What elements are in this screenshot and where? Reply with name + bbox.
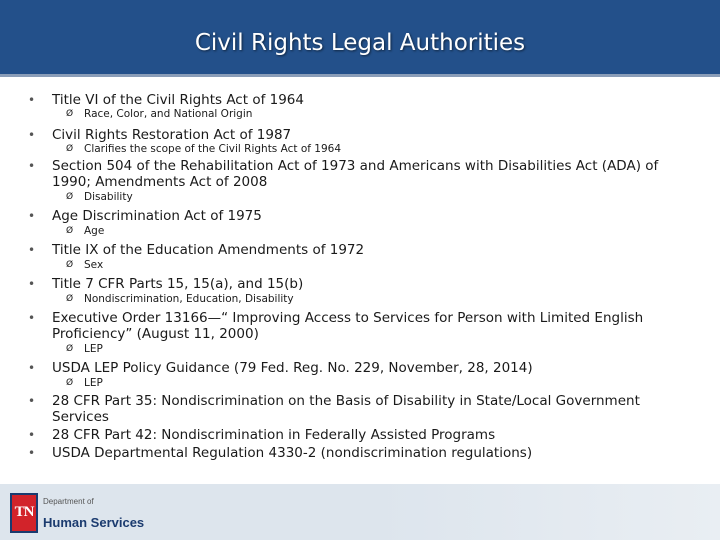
arrow-bullet-icon: Ø [66, 260, 74, 270]
authority-title: • USDA Departmental Regulation 4330-2 (nondiscrimination regulations) [28, 445, 533, 461]
bullet-icon: • [28, 428, 36, 442]
arrow-bullet-icon: Ø [66, 109, 74, 119]
title-bar [0, 0, 720, 77]
slide-title: Civil Rights Legal Authorities [194, 30, 526, 56]
bullet-icon: • [28, 159, 36, 173]
department-logo [10, 493, 150, 533]
list-item [0, 92, 720, 121]
authorities-list [0, 92, 720, 461]
list-item [0, 427, 720, 443]
authority-title: • USDA LEP Policy Guidance (79 Fed. Reg. No. 229, November, 28, 2014) [28, 360, 533, 376]
authority-title: • Executive Order 13166—“ Improving Access to Services for Person with Limited English Proficiency” (August 11, 2000) [28, 310, 644, 342]
authority-subpoint: Ø Nondiscrimination, Education, Disability [66, 293, 294, 305]
tn-logo-icon [10, 493, 38, 533]
bullet-icon: • [28, 128, 36, 142]
bullet-icon: • [28, 361, 36, 375]
list-item [0, 208, 720, 238]
arrow-bullet-icon: Ø [66, 226, 74, 236]
authority-subpoint: Ø Sex [66, 259, 104, 271]
bullet-icon: • [28, 277, 36, 291]
authority-title: • 28 CFR Part 42: Nondiscrimination in Federally Assisted Programs [28, 427, 496, 443]
list-item [0, 242, 720, 272]
bullet-icon: • [28, 93, 36, 107]
footer-decoration [380, 484, 720, 540]
arrow-bullet-icon: Ø [66, 144, 74, 154]
authority-title: • Age Discrimination Act of 1975 [28, 208, 262, 224]
authority-subpoint: Ø LEP [66, 377, 103, 389]
authority-title: • Title IX of the Education Amendments of 1972 [28, 242, 365, 258]
authority-title: • Section 504 of the Rehabilitation Act of 1973 and Americans with Disabilities Act (ADA) of 1990; Amendments Act of 2008 [28, 158, 659, 190]
list-item [0, 310, 720, 356]
authority-title: • Title 7 CFR Parts 15, 15(a), and 15(b) [28, 276, 304, 292]
authority-subpoint: Ø LEP [66, 343, 103, 355]
list-item [0, 445, 720, 461]
arrow-bullet-icon: Ø [66, 294, 74, 304]
agency-name: Human Services [43, 515, 145, 530]
department-label: Department of [43, 497, 94, 506]
list-item [0, 158, 720, 204]
list-item [0, 276, 720, 306]
authority-title: • Civil Rights Restoration Act of 1987 [28, 127, 292, 143]
tn-mark: TN [14, 504, 34, 520]
authority-title: • Title VI of the Civil Rights Act of 1964 [28, 92, 304, 108]
arrow-bullet-icon: Ø [66, 344, 74, 354]
authority-subpoint: Ø Disability [66, 191, 133, 203]
bullet-icon: • [28, 209, 36, 223]
authority-subpoint: Ø Clarifies the scope of the Civil Rights Act of 1964 [66, 143, 342, 155]
authority-subpoint: Ø Age [66, 225, 105, 237]
authority-title: • 28 CFR Part 35: Nondiscrimination on the Basis of Disability in State/Local Government Services [28, 393, 640, 425]
bullet-icon: • [28, 243, 36, 257]
bullet-icon: • [28, 446, 36, 460]
list-item [0, 393, 720, 425]
list-item [0, 127, 720, 156]
bullet-icon: • [28, 311, 36, 325]
arrow-bullet-icon: Ø [66, 192, 74, 202]
list-item [0, 360, 720, 390]
bullet-icon: • [28, 394, 36, 408]
arrow-bullet-icon: Ø [66, 378, 74, 388]
authority-subpoint: Ø Race, Color, and National Origin [66, 108, 253, 120]
